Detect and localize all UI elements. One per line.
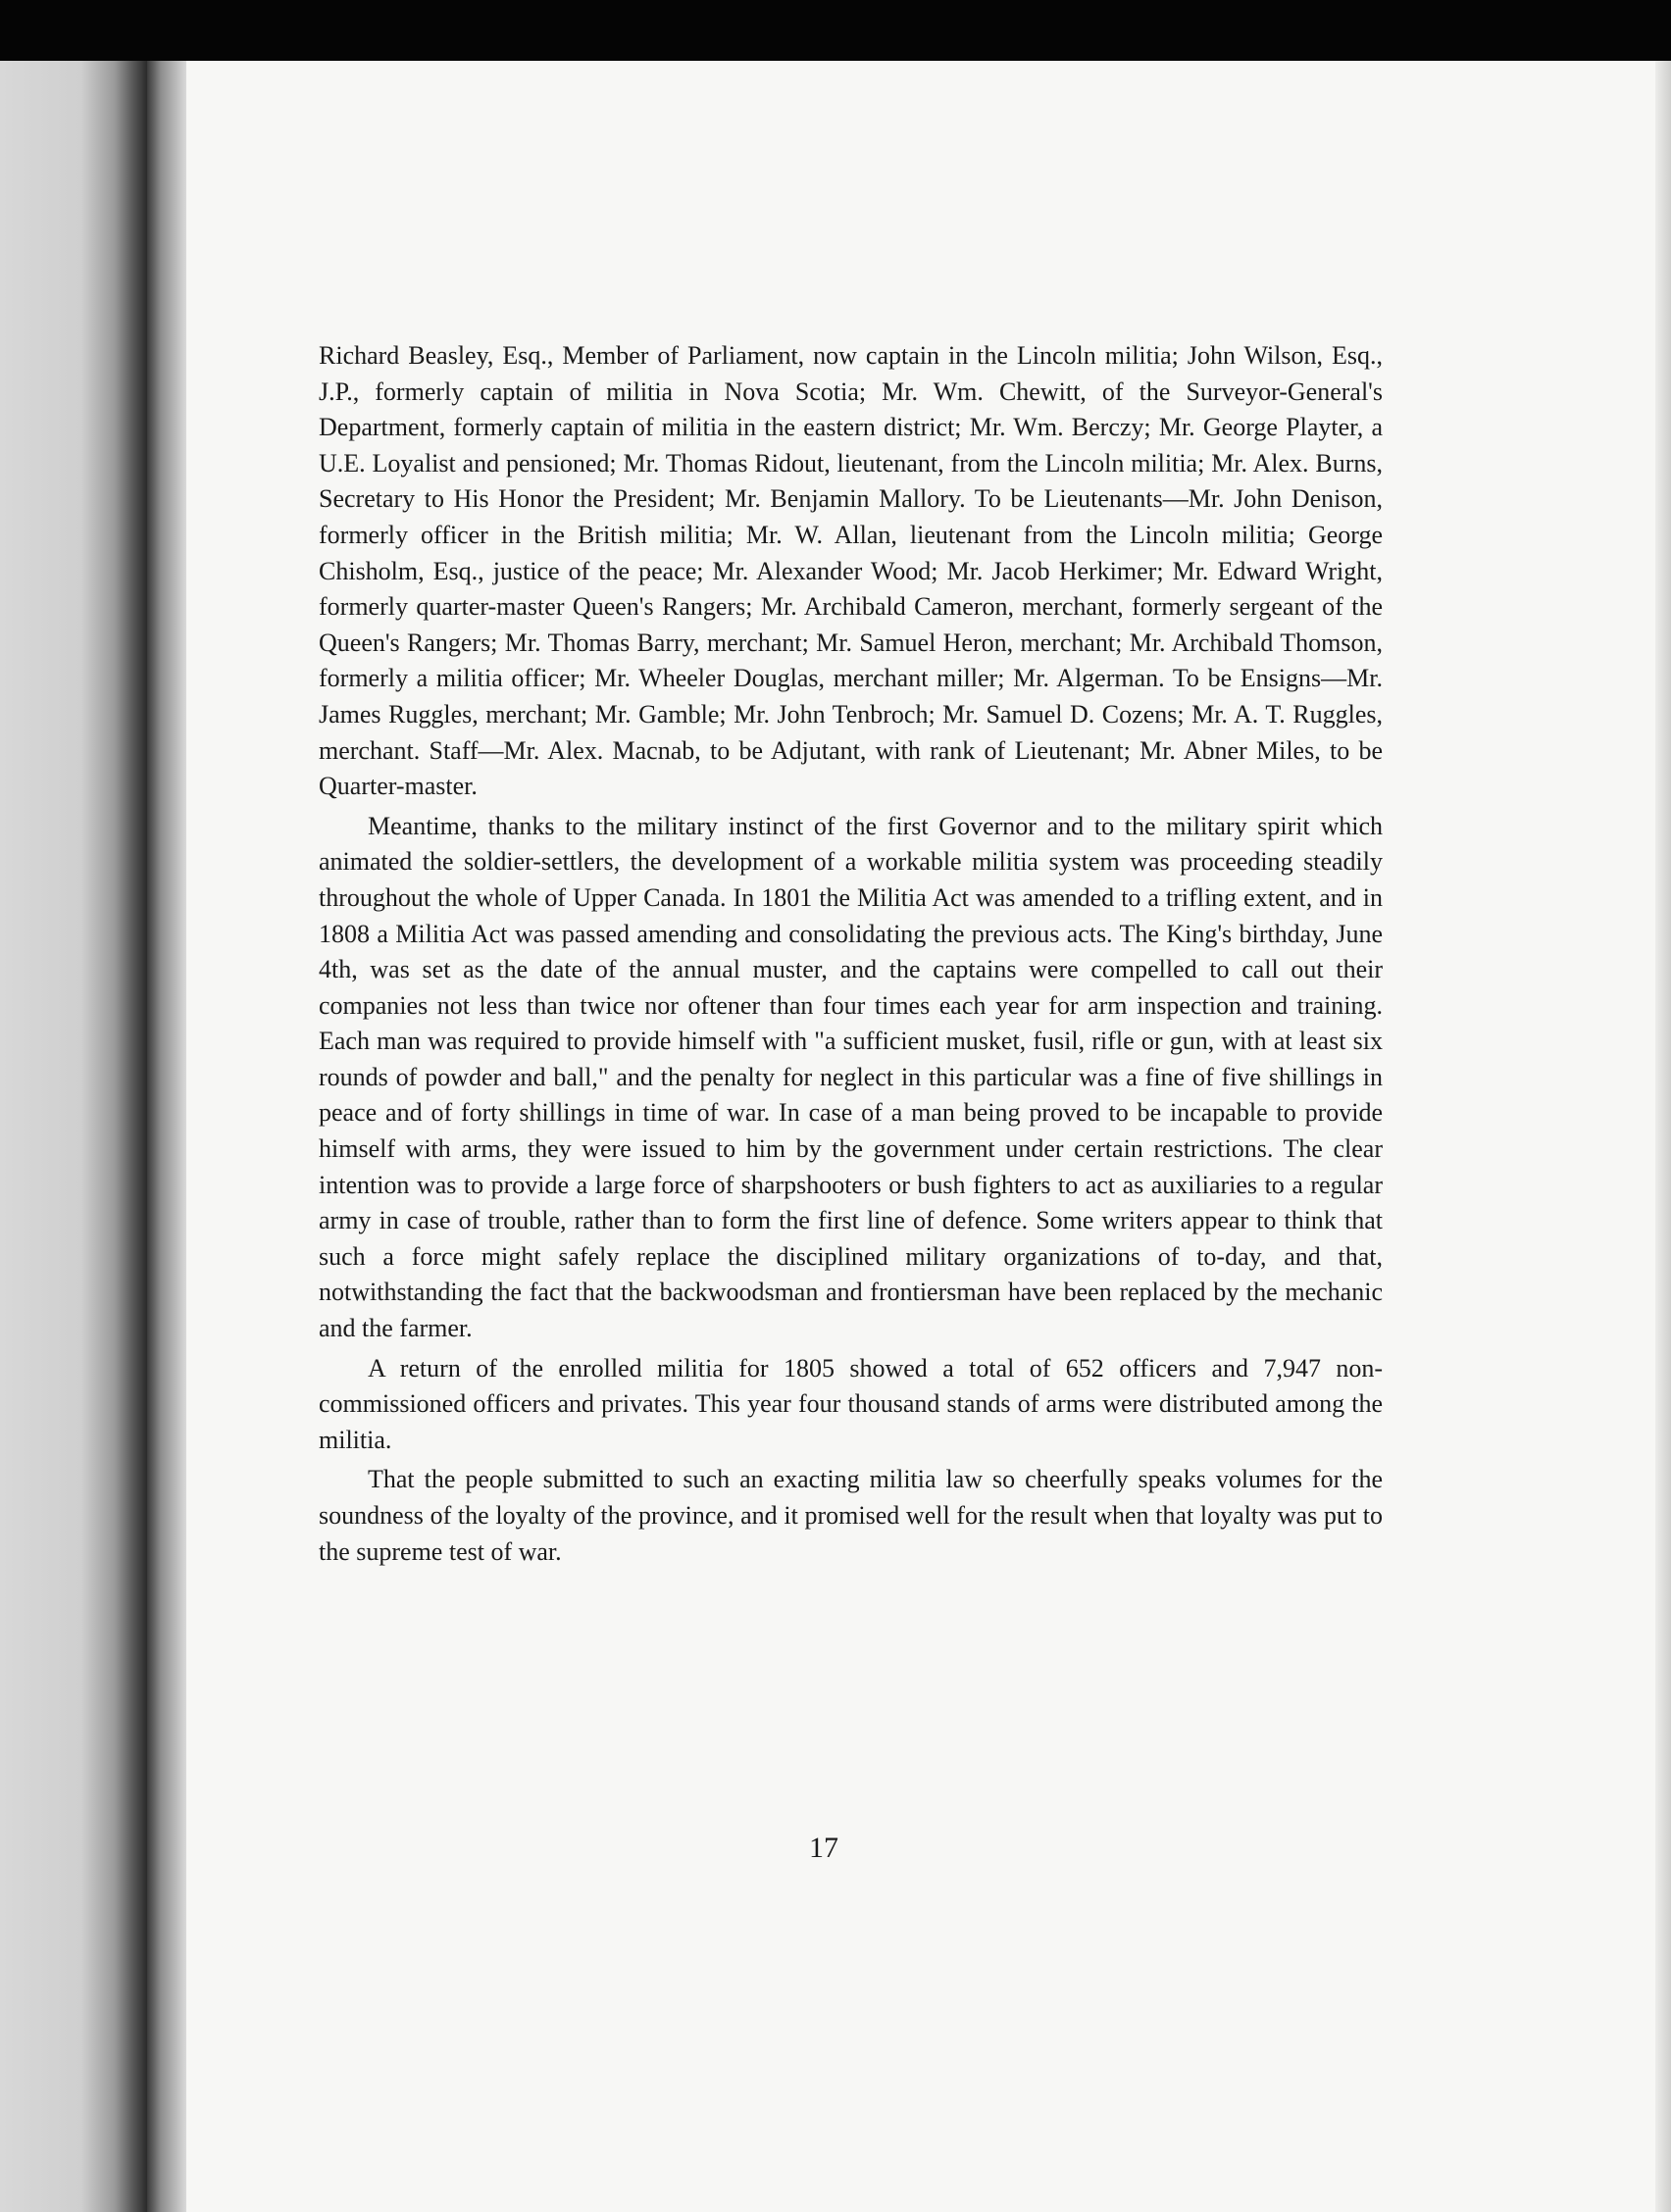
binding-gutter-shadow bbox=[147, 61, 186, 2212]
page-right-edge bbox=[1655, 61, 1671, 2212]
page-number: 17 bbox=[809, 1832, 838, 1864]
paragraph-militia-return: A return of the enrolled militia for 1805 showed a total of 652 officers and 7,947 non-commissioned officers and privates. This year four thousand stands of arms were distributed among the militia. bbox=[319, 1353, 1383, 1454]
paragraph-militia-system: Meantime, thanks to the military instinct of the first Governor and to the military spirit which animated the soldier-settlers, the development of a workable militia system was proceeding steadily throughout the whole of Upper Canada. In 1801 the Militia Act was amended to a trifling extent, and in 1808 a Militia Act was passed amending and consolidating the previous acts. The King's birthday, June 4th, was set as the date of the annual muster, and the captains were compelled to call out their companies not less than twice nor oftener than four times each year for arm inspection and training. Each man was required to provide himself with "a sufficient musket, fusil, rifle or gun, with at least six rounds of powder and ball," and the penalty for neglect in this particular was a fine of five shillings in peace and of forty shillings in time of war. In case of a man being proved to be incapable to provide himself with arms, they were issued to him by the government under certain restrictions. The clear intention was to provide a large force of sharpshooters or bush fighters to act as auxiliaries to a regular army in case of trouble, rather than to form the first line of defence. Some writers appear to think that such a force might safely replace the disciplined military organizations of to-day, and that, notwithstanding the fact that the backwoodsman and frontiersman have been replaced by the mechanic and the farmer. bbox=[319, 811, 1383, 1343]
paragraph-loyalty: That the people submitted to such an exacting militia law so cheerfully speaks volumes for the soundness of the loyalty of the province, and it promised well for the result when that loyalty was put to the supreme test of war. bbox=[319, 1465, 1383, 1566]
facing-page-edge bbox=[0, 61, 147, 2212]
scan-top-border bbox=[0, 0, 1671, 61]
body-text bbox=[319, 338, 1383, 1570]
paragraph-officer-list: Richard Beasley, Esq., Member of Parliament, now captain in the Lincoln militia; John Wilson, Esq., J.P., formerly captain of militia in Nova Scotia; Mr. Wm. Chewitt, of the Surveyor-General's Department, formerly captain of militia in the eastern district; Mr. Wm. Berczy; Mr. George Playter, a U.E. Loyalist and pensioned; Mr. Thomas Ridout, lieutenant, from the Lincoln militia; Mr. Alex. Burns, Secretary to His Honor the President; Mr. Benjamin Mallory. To be Lieutenants—Mr. John Denison, formerly officer in the British militia; Mr. W. Allan, lieutenant from the Lincoln militia; George Chisholm, Esq., justice of the peace; Mr. Alexander Wood; Mr. Jacob Herkimer; Mr. Edward Wright, formerly quarter-master Queen's Rangers; Mr. Archibald Cameron, merchant, formerly sergeant of the Queen's Rangers; Mr. Thomas Barry, merchant; Mr. Samuel Heron, merchant; Mr. Archibald Thomson, formerly a militia officer; Mr. Wheeler Douglas, merchant miller; Mr. Algerman. To be Ensigns—Mr. James Ruggles, merchant; Mr. Gamble; Mr. John Tenbroch; Mr. Samuel D. Cozens; Mr. A. T. Ruggles, merchant. Staff—Mr. Alex. Macnab, to be Adjutant, with rank of Lieutenant; Mr. Abner Miles, to be Quarter-master. bbox=[319, 341, 1383, 801]
